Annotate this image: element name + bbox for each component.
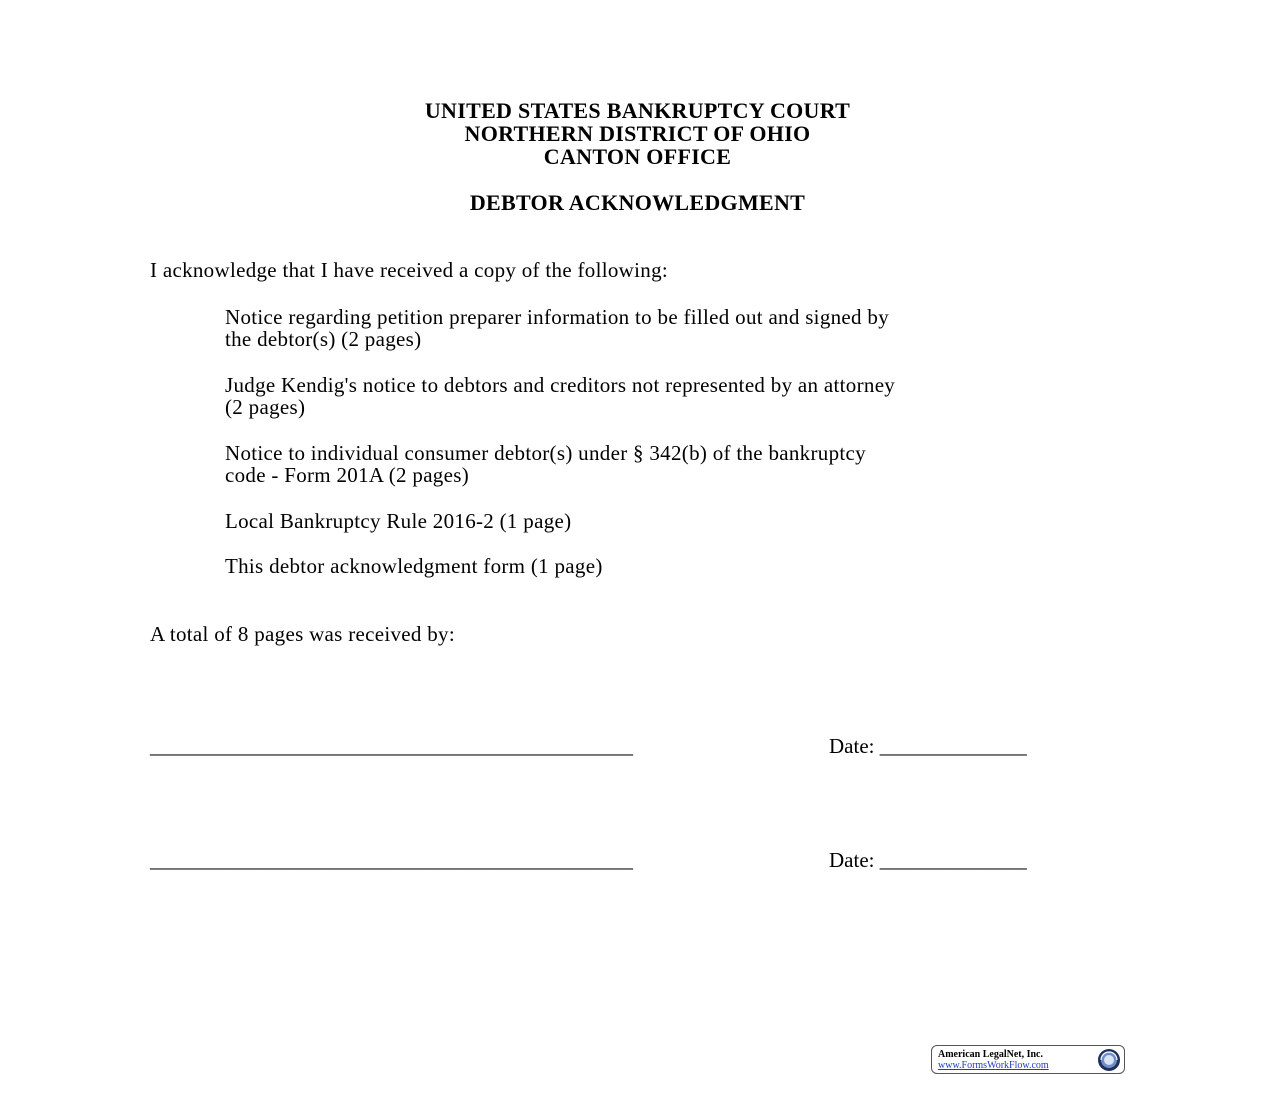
list-item-line: Notice regarding petition preparer information to be filled out and signed by — [225, 305, 889, 329]
list-item-line: the debtor(s) (2 pages) — [225, 327, 422, 351]
list-item-line: (2 pages) — [225, 395, 306, 419]
court-header — [0, 99, 1275, 168]
office-name: CANTON OFFICE — [543, 144, 732, 169]
district-name: NORTHERN DISTRICT OF OHIO — [464, 121, 811, 146]
date-field[interactable]: Date: ______________ — [829, 734, 1027, 758]
publisher-logo — [931, 1045, 1125, 1074]
intro-text: I acknowledge that I have received a copy of the following: — [150, 258, 668, 282]
publisher-url[interactable]: www.FormsWorkFlow.com — [938, 1060, 1049, 1071]
publisher-name: American LegalNet, Inc. — [938, 1049, 1043, 1060]
list-item-line: code - Form 201A (2 pages) — [225, 463, 469, 487]
list-item-line: Local Bankruptcy Rule 2016-2 (1 page) — [225, 509, 572, 533]
document-title: DEBTOR ACKNOWLEDGMENT — [469, 190, 806, 215]
list-item-line: Notice to individual consumer debtor(s) under § 342(b) of the bankruptcy — [225, 441, 866, 465]
list-item — [225, 374, 1130, 418]
signature-line[interactable]: ______________________________________________ — [150, 848, 633, 872]
signature-line[interactable]: ______________________________________________ — [150, 734, 633, 758]
list-item — [225, 306, 1130, 350]
court-name: UNITED STATES BANKRUPTCY COURT — [424, 98, 851, 123]
list-item-line: This debtor acknowledgment form (1 page) — [225, 554, 603, 578]
list-item — [225, 442, 1130, 486]
total-text: A total of 8 pages was received by: — [150, 622, 455, 646]
globe-icon — [1097, 1048, 1121, 1072]
list-item — [225, 555, 1130, 577]
list-item-line: Judge Kendig's notice to debtors and creditors not represented by an attorney — [225, 373, 896, 397]
date-field[interactable]: Date: ______________ — [829, 848, 1027, 872]
list-item — [225, 510, 1130, 532]
